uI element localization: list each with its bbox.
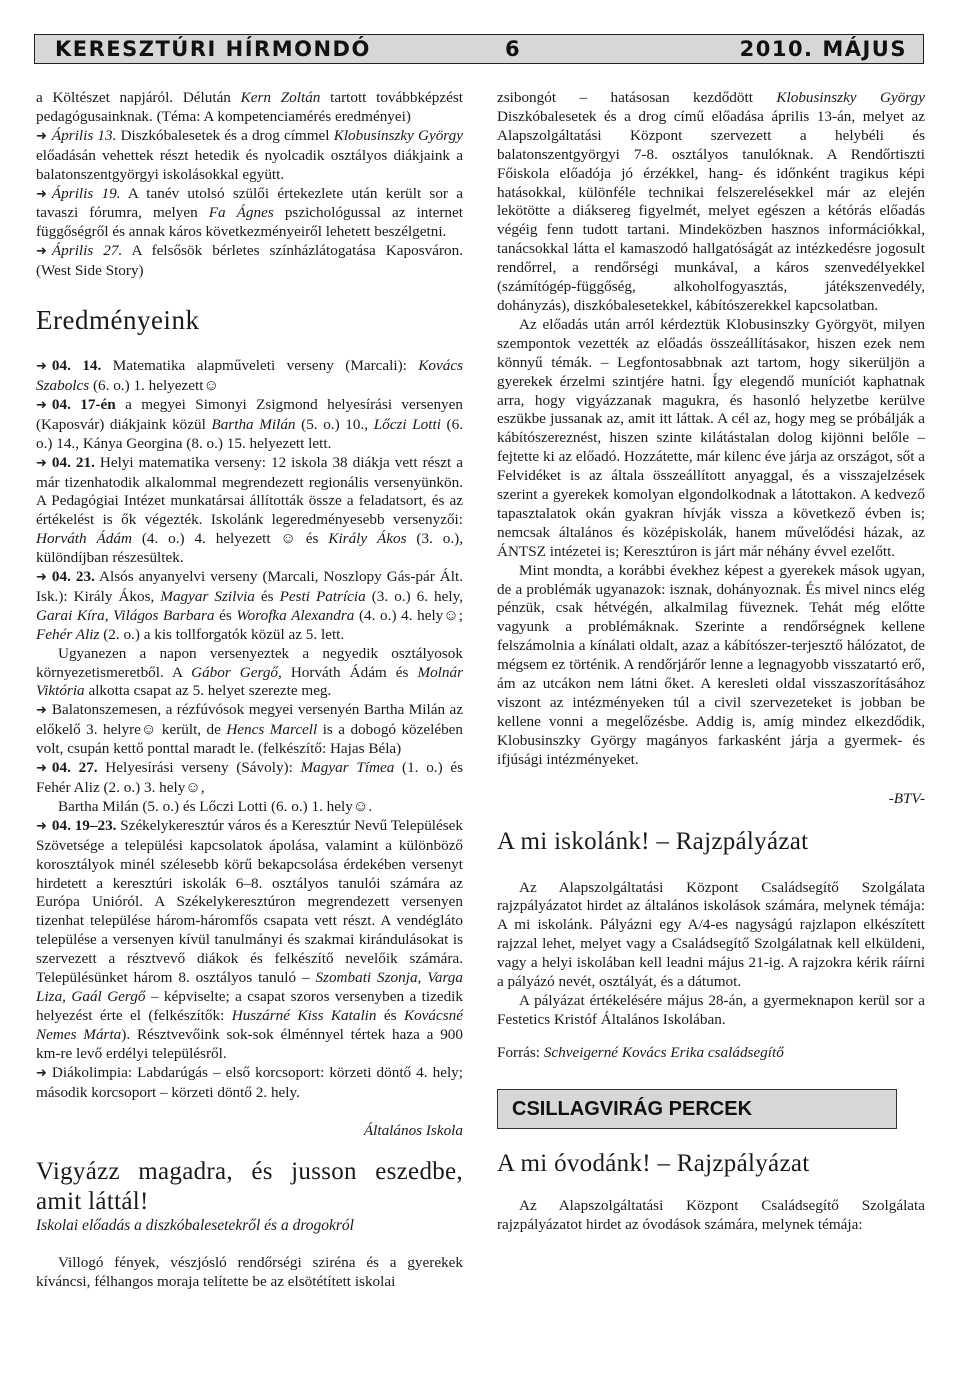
result-item: ➜ Balatonszemesen, a rézfúvósok megyei versenyén Bartha Milán az előkelő 3. helyre☺ került, de Hencs Marcell is a dobogó közelében volt, csupán kettő ponttal maradt le. (felkészítő: Hajas Béla): [36, 701, 464, 758]
paragraph: Bartha Milán (5. o.) és Lőczi Lotti (6. o.) 1. hely☺.: [58, 797, 373, 815]
paragraph: ➜ Április 19. A tanév utolsó szülői értekezlete után került sor a tavaszi fórumra, melyen Fa Ágnes pszichológussal az internet függőségről és annak káros következményeiről lehetett beszélgetni.: [36, 184, 463, 241]
section-box: CSILLAGVIRÁG PERCEK: [497, 1089, 897, 1129]
newspaper-title: KERESZTÚRI HÍRMONDÓ: [55, 37, 371, 61]
arrow-icon: ➜: [36, 570, 47, 586]
paragraph: Ugyanezen a napon versenyeztek a negyedik osztályosok környezetismeretből. A Gábor Gergő, Horváth Ádám és Molnár Viktória alkotta csapat az 5. helyet szerezte meg.: [36, 644, 463, 700]
result-item: ➜ 04. 27. Helyesírási verseny (Sávoly): Magyar Tímea (1. o.) és Fehér Aliz (2. o.) 3. hely☺,: [36, 759, 464, 796]
result-item: ➜ 04. 23. Alsós anyanyelvi verseny (Marcali, Noszlopy Gás-pár Ált. Isk.): Király Ákos, Magyar Szilvia és Pesti Patrícia (3. o.) 6. hely, Garai Kíra, Világos Barbara és Worofka Alexandra (4. o.) 4. hely☺; Fehér Aliz (2. o.) a kis tollforgatók közül az 5. lett.: [36, 568, 463, 643]
arrow-icon: ➜: [36, 128, 47, 144]
result-item: ➜ 04. 14. Matematika alapműveleti verseny (Marcali): Kovács Szabolcs (6. o.) 1. helyezett☺: [36, 357, 464, 394]
arrow-icon: ➜: [36, 186, 47, 202]
arrow-icon: ➜: [36, 359, 47, 375]
paragraph: ➜ Április 13. Diszkóbalesetek és a drog címmel Klobusinszky György előadásán vehettek részt hetedik és nyolcadik osztályos diákjaink a balatonszentgyörgyi iskolásokkal együtt.: [36, 126, 463, 183]
arrow-icon: ➜: [36, 818, 47, 834]
article-subtitle: Iskolai előadás a diszkóbalesetekről és a drogokról: [36, 1217, 354, 1235]
page-header: [34, 34, 924, 64]
paragraph: Az Alapszolgáltatási Központ Családsegítő Szolgálata rajzpályázatot hirdet az általános iskolások számára, melynek témája: A mi iskolánk. Pályázni egy A/4-es nagyságú rajzlapon elkészített rajzzal lehet, melyet vagy a Családsegítő Szolgálatnak kell elküldeni, vagy a helyi iskolában kell leadni május 21-ig. A rajzokra kérik ráírni a pályázó nevét, osztályát, és a dátumot.: [497, 878, 925, 991]
arrow-icon: ➜: [36, 397, 47, 413]
paragraph: a Költészet napjáról. Délután Kern Zoltán tartott továbbképzést pedagógusainknak. (Téma: A kompetenciamérés eredményei): [36, 89, 463, 125]
result-item: ➜ 04. 19–23. Székelykeresztúr város és a Keresztúr Nevű Települések Szövetsége a települési kapcsolatok ápolása, valamint a különböző korosztályok minél szélesebb körű bekapcsolása érdekében versenyt hirdetett a keresztúri iskolák 6–8. osztályos tanulói számára az Európa Unióról. A Székelykeresztúron megrendezett versenyen tizenhat települése három-háromfős csapata vett részt. A vendégláto települése a versenyen kívül tanulmányi és szakmai kirándulásokat is szervezett a résztvevő diákok és felkészítő nevelőik számára. Településünket három 8. osztályos tanuló – Szombati Szonja, Varga Liza, Gaál Gergő – képviselte; a csapat szoros versenyben a tizedik helyezést érte el (felkészítők: Huszárné Kiss Katalin és Kovácsné Nemes Márta). Résztvevőink sok-sok élménnyel tértek haza a 900 km-re levő erdélyi településről.: [36, 816, 464, 1062]
source-line: Forrás: Schveigerné Kovács Erika családsegítő: [497, 1043, 784, 1061]
arrow-icon: ➜: [36, 703, 47, 719]
paragraph: Mint mondta, a korábbi évekhez képest a gyerekek mások ugyan, de a problémák ugyanazok: isznak, dohányoznak. És mivel nincs elég pénzük, csak hétvégén, alkalmilag füveznek. Tehát még előtte vagyunk a problémáknak. Szerinte a rendőrségnek kellene felszámolnia a kínálati oldalt, azaz a kábítószer-terjesztő hálózatot, de mégsem ez történik. A rendőrjárőr lenne a legnagyobb visszatartó erő, ám az utcákon nem látni őket. A keresleti oldal visszaszorításához viszont az intézményeken túl a civil szervezeteket is jobban be kellene vonni a megelőzésbe. Addig is, amíg mindez elkezdődik, Klobusinszky György magányos farkasként járja a gyermek- és ifjúsági intézményeket.: [497, 561, 925, 768]
result-item: ➜ 04. 21. Helyi matematika verseny: 12 iskola 38 diákja vett részt a már tizenhatodik alkalommal megrendezett regionális versenyünkön. A Pedagógiai Intézet munkatársai állították össze a feladatsort, és az értékelést is ők végezték. Iskolánk legeredményesebb versenyzői: Horváth Ádám (4. o.) 4. helyezett ☺ és Király Ákos (3. o.), különdíjban részesültek.: [36, 453, 463, 567]
result-item: ➜ Diákolimpia: Labdarúgás – első korcsoport: körzeti döntő 4. hely; második korcsoport – körzeti döntő 2. hely.: [36, 1063, 463, 1101]
arrow-icon: ➜: [36, 455, 47, 471]
left-column: [36, 89, 463, 1292]
right-column: [497, 89, 925, 1235]
issue-date: 2010. MÁJUS: [739, 37, 907, 61]
arrow-icon: ➜: [36, 761, 47, 777]
arrow-icon: ➜: [36, 1065, 47, 1081]
result-item: ➜ 04. 17-én a megyei Simonyi Zsigmond helyesírási versenyen (Kaposvár) diákjaink közül Bartha Milán (5. o.) 10., Lőczi Lotti (6. o.) 14., Kánya Georgina (8. o.) 15. helyezett lett.: [36, 395, 463, 452]
article-title: Vigyázz magadra, és jusson eszedbe, amit láttál!: [36, 1158, 463, 1216]
paragraph: Az Alapszolgáltatási Központ Családsegítő Szolgálata rajzpályázatot hirdet az óvodások számára, melynek témája:: [497, 1196, 925, 1233]
section-title: Eredményeink: [36, 305, 200, 336]
signature: -BTV-: [888, 789, 925, 807]
section-title: A mi iskolánk! – Rajzpályázat: [497, 827, 809, 855]
paragraph: Villogó fények, vészjósló rendőrségi sziréna és a gyerekek kíváncsi, félhangos moraja telítette be az elsötétített iskolai: [36, 1254, 463, 1291]
section-title: A mi óvodánk! – Rajzpályázat: [497, 1149, 810, 1177]
paragraph: zsibongót – hatásosan kezdődött Klobusinszky György Diszkóbalesetek és a drog című előadása április 13-án, melyet az Alapszolgáltatási Központ szervezett a helybéli és balatonszentgyörgyi 7-8. osztályos tanulóknak. A Rendőrtiszti Főiskola előadója jó érzékkel, hang- és időnként tragikus képi hatásokkal, különféle technikai felszerelésekkel már az elején lekötötte a diáksereg figyelmét, melyet egészen a kétórás előadás végéig fenn tudott tartani. Mindeközben hasznos információkkal, tanácsokkal látta el kamaszodó hallgatóságát az intézkedésre jogosult rendőrrel, a rendőrségi munkával, a káros szenvedélyekkel (számítógép-függőség, alkoholfogyasztás, játékszenvedély, dohányzás), diszkóbalesetekkel, kábítószerekkel kapcsolatban.: [497, 89, 925, 314]
page-number: 6: [505, 37, 522, 61]
arrow-icon: ➜: [36, 244, 47, 260]
paragraph: ➜ Április 27. A felsősök bérletes színházlátogatása Kaposváron. (West Side Story): [36, 242, 463, 280]
paragraph: A pályázat értékelésére május 28-án, a gyermeknapon kerül sor a Festetics Kristóf Általános Iskolában.: [497, 991, 925, 1028]
signature: Általános Iskola: [363, 1122, 463, 1140]
paragraph: Az előadás után arról kérdeztük Klobusinszky Györgyöt, milyen szempontok vezették az előadás összeállításakor, hiszen ezek nem könnyű témák. – Legfontosabbnak azt tartom, hogy sikerüljön a gyerekek érzelmi szintjére hatni. Így elegendő muníciót kaphatnak arra, hogy vigyázzanak magukra, és hasonló helyzetbe kerülve eszükbe jussanak az, amit itt láttak. A cél az, hogy meg se próbálják a kábítószereznést, hiszen szinte kilátástalan dolog kijönni belőle – fejtette ki az előadó. Hozzátette, már kilenc éve járja az országot, sőt a Felvidéket is az általa összeállított anyaggal, és a visszajelzések szerint a gyerekek komolyan elgondolkodnak a látottakon. A kedvező tapasztalatok okán gyakran hívják vissza a következő évben is; nemcsak általános és középiskolák, hanem művelődési házak, az ÁNTSZ intézetei is; Keresztúron is járt már néhány évvel ezelőtt.: [497, 315, 925, 560]
